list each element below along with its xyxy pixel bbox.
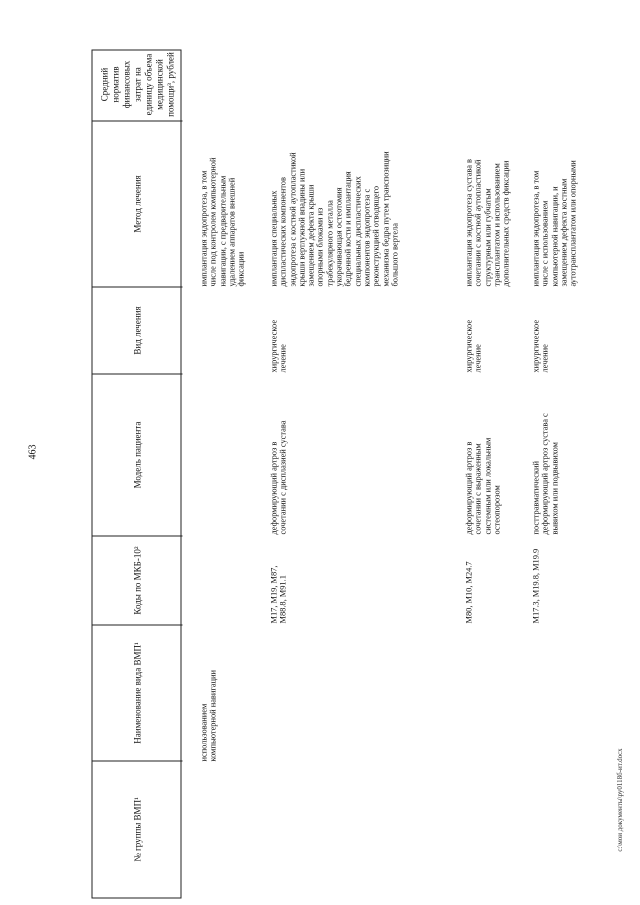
icd-codes-row3: M17.3, M19.8, M19.9 (531, 548, 541, 624)
header-patient-model: Модель пациента (93, 375, 183, 537)
header-group-no: № группы ВМП¹ (132, 797, 142, 862)
icd-codes-row2: M80, M10, M24.7 (464, 561, 474, 624)
treatment-method-row1: имплантация специальных диспластических компонентов эндопротеза с костной аутопластикой крыши вертлужной впадины или замещением дефекта крыши опорными блоками из трабекулярного металла укорачивающая остеотомия бедренной кости и имплантация специальных диспластических компонентов эндопротеза с реконструкцией отводящего механизма бедра путем транспозиции большого вертела (269, 151, 400, 287)
header-row (92, 50, 182, 899)
treatment-method-row3: имплантация эндопротеза, в том числе с использованием компьютерной навигации, и замещением дефекта костным аутотрансплантатом или опорными (531, 160, 578, 287)
header-treatment-type: Вид лечения (93, 288, 183, 375)
rotated-table-stage (92, 50, 578, 899)
method-continuation: имплантация эндопротеза, в том числе под контролем компьютерной навигации, с предварительным удалением аппаратов внешней фиксации (199, 157, 246, 287)
treatment-method-row2: имплантация эндопротеза сустава в сочетании с костной аутопластикой структурным или губчатым трансплантатом и использованием дополнительных средств фиксации (464, 158, 511, 287)
header-treatment-method: Метод лечения (93, 122, 183, 288)
treatment-type-row2: хирургическое лечение (464, 319, 483, 373)
header-avg-cost: Средний норматив финансовых затрат на единицу объема медицинской помощи³, рублей (93, 49, 183, 122)
header-vmp-name: Наименование вида ВМП¹ (93, 626, 183, 762)
file-path-footer: c:\мои документы\ру0118б-ит.docx (616, 748, 624, 852)
icd-codes-row1: M17, M19, M87, M88.8, M91.1 (269, 565, 288, 624)
page-number: 463 (27, 444, 39, 460)
patient-model-row1: деформирующий артроз в сочетании с дисплазией сустава (269, 420, 288, 535)
vmp-name-continuation: использованием компьютерной навигации (199, 670, 218, 762)
patient-model-row2: деформирующий артроз в сочетании с выраженным системным или локальным остеопорозом (464, 437, 502, 535)
patient-model-row3: посттравматический деформирующий артроз сустава с вывихом или подвывихом (531, 413, 560, 535)
treatment-type-row3: хирургическое лечение (531, 319, 550, 373)
header-icd-codes: Коды по МКБ-10² (93, 537, 183, 626)
treatment-type-row1: хирургическое лечение (269, 319, 288, 373)
